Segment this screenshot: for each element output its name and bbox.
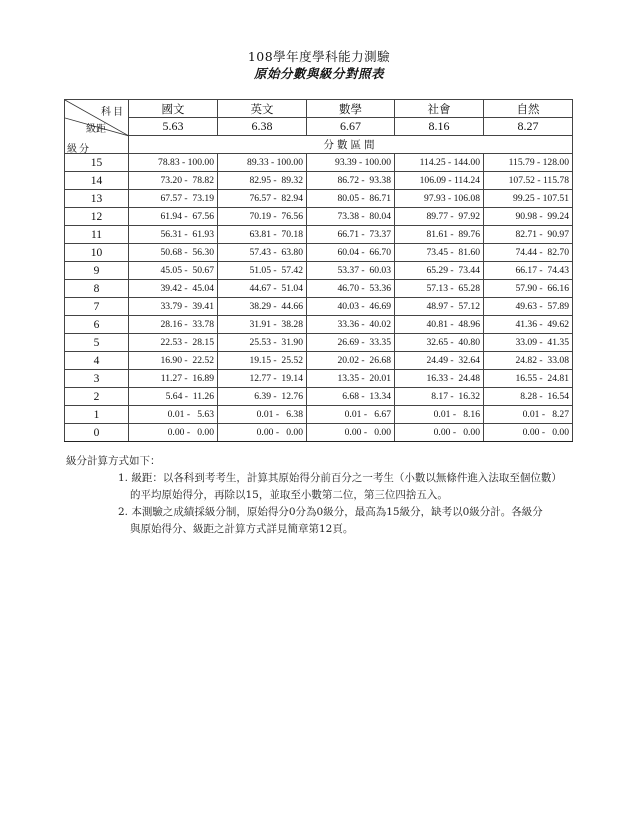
score-range-cell: 38.29 - 44.66	[218, 298, 307, 316]
score-range-cell: 24.82 - 33.08	[484, 352, 573, 370]
sd-value-english: 6.38	[218, 118, 307, 136]
score-range-cell: 0.00 - 0.00	[307, 424, 395, 442]
score-range-cell: 19.15 - 25.52	[218, 352, 307, 370]
score-range-cell: 82.71 - 90.97	[484, 226, 573, 244]
score-range-cell: 63.81 - 70.18	[218, 226, 307, 244]
score-range-cell: 53.37 - 60.03	[307, 262, 395, 280]
score-range-cell: 76.57 - 82.94	[218, 190, 307, 208]
score-range-cell: 80.05 - 86.71	[307, 190, 395, 208]
score-range-cell: 86.72 - 93.38	[307, 172, 395, 190]
note-item-2-line-1: 2. 本測驗之成績採級分制，原始得分0分為0級分，最高為15級分，缺考以0級分計。各級分	[118, 506, 543, 518]
level-cell: 11	[65, 226, 129, 244]
sd-value-science: 8.27	[484, 118, 573, 136]
note-item-1-line-1: 1. 級距：以各科到考考生，計算其原始得分前百分之一考生（小數以無條件進入法取至個位數）	[118, 472, 562, 484]
notes-section	[66, 453, 586, 538]
score-range-cell: 65.29 - 73.44	[395, 262, 484, 280]
score-range-cell: 51.05 - 57.42	[218, 262, 307, 280]
score-range-cell: 5.64 - 11.26	[129, 388, 218, 406]
level-cell: 14	[65, 172, 129, 190]
level-cell: 8	[65, 280, 129, 298]
note-item-1-line-2: 的平均原始得分，再除以15，並取至小數第二位，第三位四捨五入。	[130, 489, 448, 501]
score-range-cell: 99.25 - 107.51	[484, 190, 573, 208]
score-range-cell: 0.01 - 5.63	[129, 406, 218, 424]
table-row	[65, 244, 573, 262]
score-range-cell: 44.67 - 51.04	[218, 280, 307, 298]
level-cell: 10	[65, 244, 129, 262]
section-header-row	[65, 136, 573, 154]
table-row	[65, 154, 573, 172]
score-range-cell: 74.44 - 82.70	[484, 244, 573, 262]
score-range-cell: 46.70 - 53.36	[307, 280, 395, 298]
corner-header-cell	[65, 100, 129, 154]
subject-name-chinese: 國文	[129, 100, 218, 118]
score-range-cell: 50.68 - 56.30	[129, 244, 218, 262]
score-range-cell: 16.55 - 24.81	[484, 370, 573, 388]
score-range-cell: 32.65 - 40.80	[395, 334, 484, 352]
score-range-cell: 66.71 - 73.37	[307, 226, 395, 244]
table-row	[65, 424, 573, 442]
score-range-section-label: 分數區間	[129, 136, 573, 154]
score-range-cell: 57.90 - 66.16	[484, 280, 573, 298]
table-row	[65, 208, 573, 226]
score-range-cell: 106.09 - 114.24	[395, 172, 484, 190]
level-cell: 4	[65, 352, 129, 370]
level-cell: 5	[65, 334, 129, 352]
table-row	[65, 280, 573, 298]
score-range-cell: 12.77 - 19.14	[218, 370, 307, 388]
score-range-cell: 6.39 - 12.76	[218, 388, 307, 406]
sd-value-math: 6.67	[307, 118, 395, 136]
score-range-cell: 97.93 - 106.08	[395, 190, 484, 208]
table-row	[65, 406, 573, 424]
level-cell: 2	[65, 388, 129, 406]
score-range-cell: 89.33 - 100.00	[218, 154, 307, 172]
notes-intro: 級分計算方式如下：	[66, 455, 161, 467]
score-range-cell: 33.09 - 41.35	[484, 334, 573, 352]
score-range-cell: 93.39 - 100.00	[307, 154, 395, 172]
score-range-cell: 73.38 - 80.04	[307, 208, 395, 226]
score-range-cell: 28.16 - 33.78	[129, 316, 218, 334]
table-row	[65, 298, 573, 316]
score-range-cell: 0.01 - 6.67	[307, 406, 395, 424]
score-range-cell: 22.53 - 28.15	[129, 334, 218, 352]
score-range-cell: 39.42 - 45.04	[129, 280, 218, 298]
score-range-cell: 70.19 - 76.56	[218, 208, 307, 226]
score-range-cell: 40.81 - 48.96	[395, 316, 484, 334]
table-row	[65, 262, 573, 280]
score-range-cell: 8.28 - 16.54	[484, 388, 573, 406]
table-row	[65, 388, 573, 406]
score-range-cell: 40.03 - 46.69	[307, 298, 395, 316]
level-cell: 9	[65, 262, 129, 280]
corner-subject-label: 科目	[101, 107, 125, 118]
level-cell: 0	[65, 424, 129, 442]
subject-name-science: 自然	[484, 100, 573, 118]
level-cell: 3	[65, 370, 129, 388]
score-range-cell: 20.02 - 26.68	[307, 352, 395, 370]
score-range-cell: 56.31 - 61.93	[129, 226, 218, 244]
score-range-cell: 0.01 - 8.16	[395, 406, 484, 424]
sd-header-row	[65, 118, 573, 136]
level-cell: 13	[65, 190, 129, 208]
score-range-cell: 73.45 - 81.60	[395, 244, 484, 262]
score-range-cell: 0.01 - 8.27	[484, 406, 573, 424]
score-range-cell: 31.91 - 38.28	[218, 316, 307, 334]
score-range-cell: 0.00 - 0.00	[395, 424, 484, 442]
score-range-cell: 0.01 - 6.38	[218, 406, 307, 424]
table-row	[65, 334, 573, 352]
score-range-cell: 49.63 - 57.89	[484, 298, 573, 316]
score-conversion-table	[64, 99, 573, 442]
score-range-cell: 41.36 - 49.62	[484, 316, 573, 334]
table-row	[65, 316, 573, 334]
score-range-cell: 0.00 - 0.00	[218, 424, 307, 442]
score-range-cell: 61.94 - 67.56	[129, 208, 218, 226]
score-range-cell: 16.90 - 22.52	[129, 352, 218, 370]
table-row	[65, 370, 573, 388]
score-range-cell: 67.57 - 73.19	[129, 190, 218, 208]
score-range-cell: 0.00 - 0.00	[129, 424, 218, 442]
score-range-cell: 73.20 - 78.82	[129, 172, 218, 190]
table-row	[65, 190, 573, 208]
table-row	[65, 226, 573, 244]
level-cell: 1	[65, 406, 129, 424]
score-range-cell: 48.97 - 57.12	[395, 298, 484, 316]
score-range-cell: 114.25 - 144.00	[395, 154, 484, 172]
score-range-cell: 89.77 - 97.92	[395, 208, 484, 226]
score-range-cell: 33.36 - 40.02	[307, 316, 395, 334]
subject-name-math: 數學	[307, 100, 395, 118]
score-range-cell: 13.35 - 20.01	[307, 370, 395, 388]
score-range-cell: 107.52 - 115.78	[484, 172, 573, 190]
score-range-cell: 66.17 - 74.43	[484, 262, 573, 280]
score-range-cell: 45.05 - 50.67	[129, 262, 218, 280]
score-range-cell: 0.00 - 0.00	[484, 424, 573, 442]
corner-level-label: 級分	[67, 144, 91, 155]
subject-header-row	[65, 100, 573, 118]
score-range-cell: 57.13 - 65.28	[395, 280, 484, 298]
sd-value-social: 8.16	[395, 118, 484, 136]
document-subtitle: 原始分數與級分對照表	[253, 66, 384, 81]
level-cell: 12	[65, 208, 129, 226]
score-range-cell: 57.43 - 63.80	[218, 244, 307, 262]
subject-name-social: 社會	[395, 100, 484, 118]
score-range-cell: 25.53 - 31.90	[218, 334, 307, 352]
score-range-cell: 81.61 - 89.76	[395, 226, 484, 244]
level-cell: 7	[65, 298, 129, 316]
table-row	[65, 172, 573, 190]
score-range-cell: 82.95 - 89.32	[218, 172, 307, 190]
level-cell: 6	[65, 316, 129, 334]
score-range-cell: 78.83 - 100.00	[129, 154, 218, 172]
corner-sd-label: 級距	[86, 124, 106, 135]
note-item-2-line-2: 與原始得分、級距之計算方式詳見簡章第12頁。	[130, 523, 354, 535]
level-cell: 15	[65, 154, 129, 172]
score-range-cell: 16.33 - 24.48	[395, 370, 484, 388]
document-title: 108學年度學科能力測驗	[247, 49, 391, 64]
score-range-cell: 90.98 - 99.24	[484, 208, 573, 226]
score-range-cell: 115.79 - 128.00	[484, 154, 573, 172]
score-range-cell: 33.79 - 39.41	[129, 298, 218, 316]
score-range-cell: 24.49 - 32.64	[395, 352, 484, 370]
score-range-cell: 11.27 - 16.89	[129, 370, 218, 388]
sd-value-chinese: 5.63	[129, 118, 218, 136]
score-range-cell: 6.68 - 13.34	[307, 388, 395, 406]
score-range-cell: 26.69 - 33.35	[307, 334, 395, 352]
score-range-cell: 60.04 - 66.70	[307, 244, 395, 262]
score-range-cell: 8.17 - 16.32	[395, 388, 484, 406]
subject-name-english: 英文	[218, 100, 307, 118]
table-row	[65, 352, 573, 370]
